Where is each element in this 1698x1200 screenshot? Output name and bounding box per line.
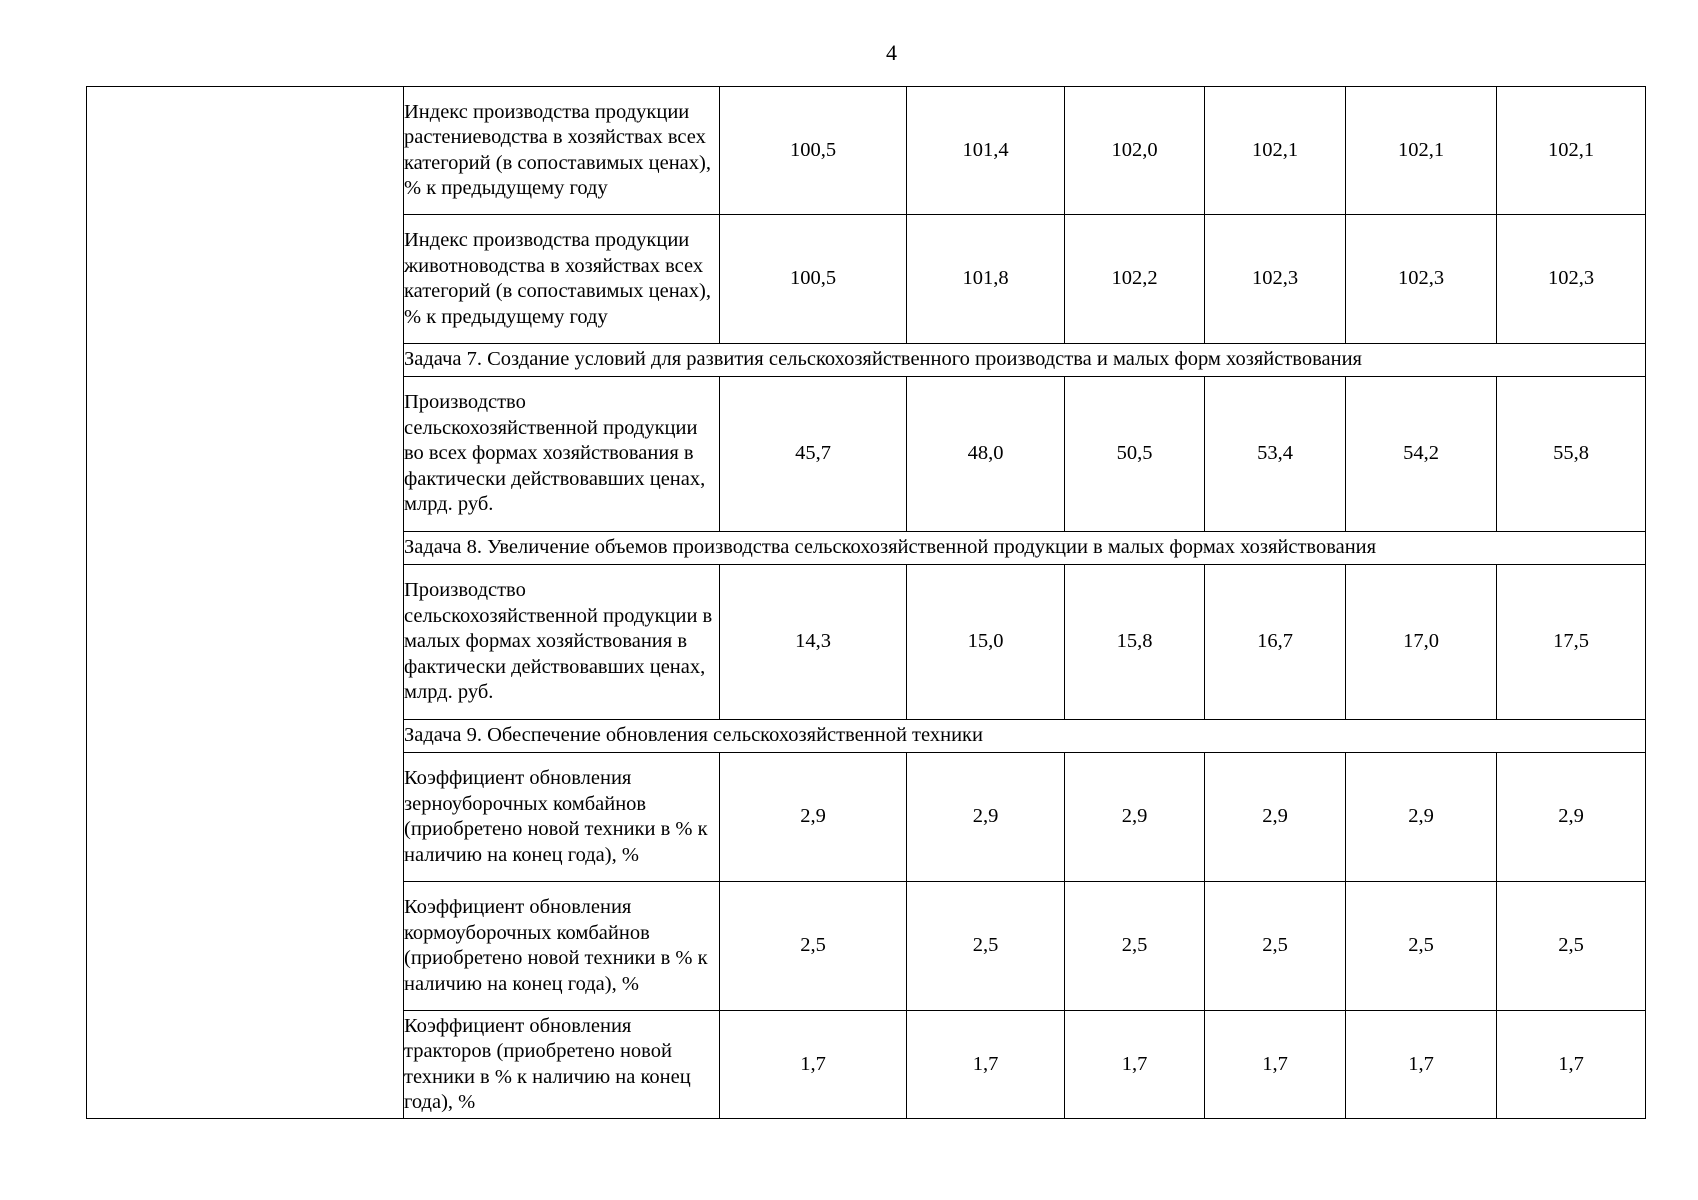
value-cell: 102,2	[1065, 215, 1205, 344]
value-cell: 50,5	[1065, 377, 1205, 532]
value-cell: 2,9	[1065, 753, 1205, 882]
page-number: 4	[886, 40, 897, 65]
value-cell: 15,0	[907, 565, 1065, 720]
value-cell: 16,7	[1205, 565, 1346, 720]
task-heading: Задача 9. Обеспечение обновления сельскохозяйственной техники	[404, 720, 1646, 753]
value-cell: 2,5	[1497, 882, 1646, 1011]
value-cell: 1,7	[1346, 1011, 1497, 1119]
value-cell: 2,9	[1346, 753, 1497, 882]
value-cell: 100,5	[720, 215, 907, 344]
indicator-name: Индекс производства продукции растениеводства в хозяйствах всех категорий (в сопоставимых ценах), % к предыдущему году	[404, 87, 720, 215]
value-cell: 1,7	[1065, 1011, 1205, 1119]
indicators-table	[86, 86, 1646, 1119]
value-cell: 101,4	[907, 87, 1065, 215]
value-cell: 15,8	[1065, 565, 1205, 720]
value-cell: 102,1	[1346, 87, 1497, 215]
indicator-name: Коэффициент обновления кормоуборочных комбайнов (приобретено новой техники в % к наличию на конец года), %	[404, 882, 720, 1011]
value-cell: 45,7	[720, 377, 907, 532]
value-cell: 2,9	[907, 753, 1065, 882]
value-cell: 2,5	[720, 882, 907, 1011]
task-heading: Задача 7. Создание условий для развития сельскохозяйственного производства и малых форм хозяйствования	[404, 344, 1646, 377]
value-cell: 102,3	[1205, 215, 1346, 344]
value-cell: 102,3	[1346, 215, 1497, 344]
indicator-name: Производство сельскохозяйственной продукции во всех формах хозяйствования в фактически действовавших ценах, млрд. руб.	[404, 377, 720, 532]
indicator-name: Производство сельскохозяйственной продукции в малых формах хозяйствования в фактически действовавших ценах, млрд. руб.	[404, 565, 720, 720]
value-cell: 2,9	[1497, 753, 1646, 882]
value-cell: 1,7	[720, 1011, 907, 1119]
value-cell: 2,5	[1065, 882, 1205, 1011]
value-cell: 14,3	[720, 565, 907, 720]
value-cell: 17,5	[1497, 565, 1646, 720]
value-cell: 2,5	[1346, 882, 1497, 1011]
value-cell: 54,2	[1346, 377, 1497, 532]
task-heading: Задача 8. Увеличение объемов производства сельскохозяйственной продукции в малых формах хозяйствования	[404, 532, 1646, 565]
value-cell: 101,8	[907, 215, 1065, 344]
value-cell: 17,0	[1346, 565, 1497, 720]
value-cell: 1,7	[907, 1011, 1065, 1119]
value-cell: 2,5	[907, 882, 1065, 1011]
value-cell: 102,1	[1205, 87, 1346, 215]
value-cell: 1,7	[1497, 1011, 1646, 1119]
value-cell: 53,4	[1205, 377, 1346, 532]
value-cell: 100,5	[720, 87, 907, 215]
value-cell: 2,9	[720, 753, 907, 882]
value-cell: 48,0	[907, 377, 1065, 532]
indicator-name: Коэффициент обновления зерноуборочных комбайнов (приобретено новой техники в % к наличию на конец года), %	[404, 753, 720, 882]
value-cell: 2,9	[1205, 753, 1346, 882]
value-cell: 55,8	[1497, 377, 1646, 532]
value-cell: 102,0	[1065, 87, 1205, 215]
blank-first-column	[87, 87, 404, 1119]
value-cell: 1,7	[1205, 1011, 1346, 1119]
table-row	[87, 87, 1646, 215]
indicator-name: Коэффициент обновления тракторов (приобретено новой техники в % к наличию на конец года), %	[404, 1011, 720, 1119]
value-cell: 2,5	[1205, 882, 1346, 1011]
value-cell: 102,3	[1497, 215, 1646, 344]
value-cell: 102,1	[1497, 87, 1646, 215]
indicator-name: Индекс производства продукции животноводства в хозяйствах всех категорий (в сопоставимых ценах), % к предыдущему году	[404, 215, 720, 344]
